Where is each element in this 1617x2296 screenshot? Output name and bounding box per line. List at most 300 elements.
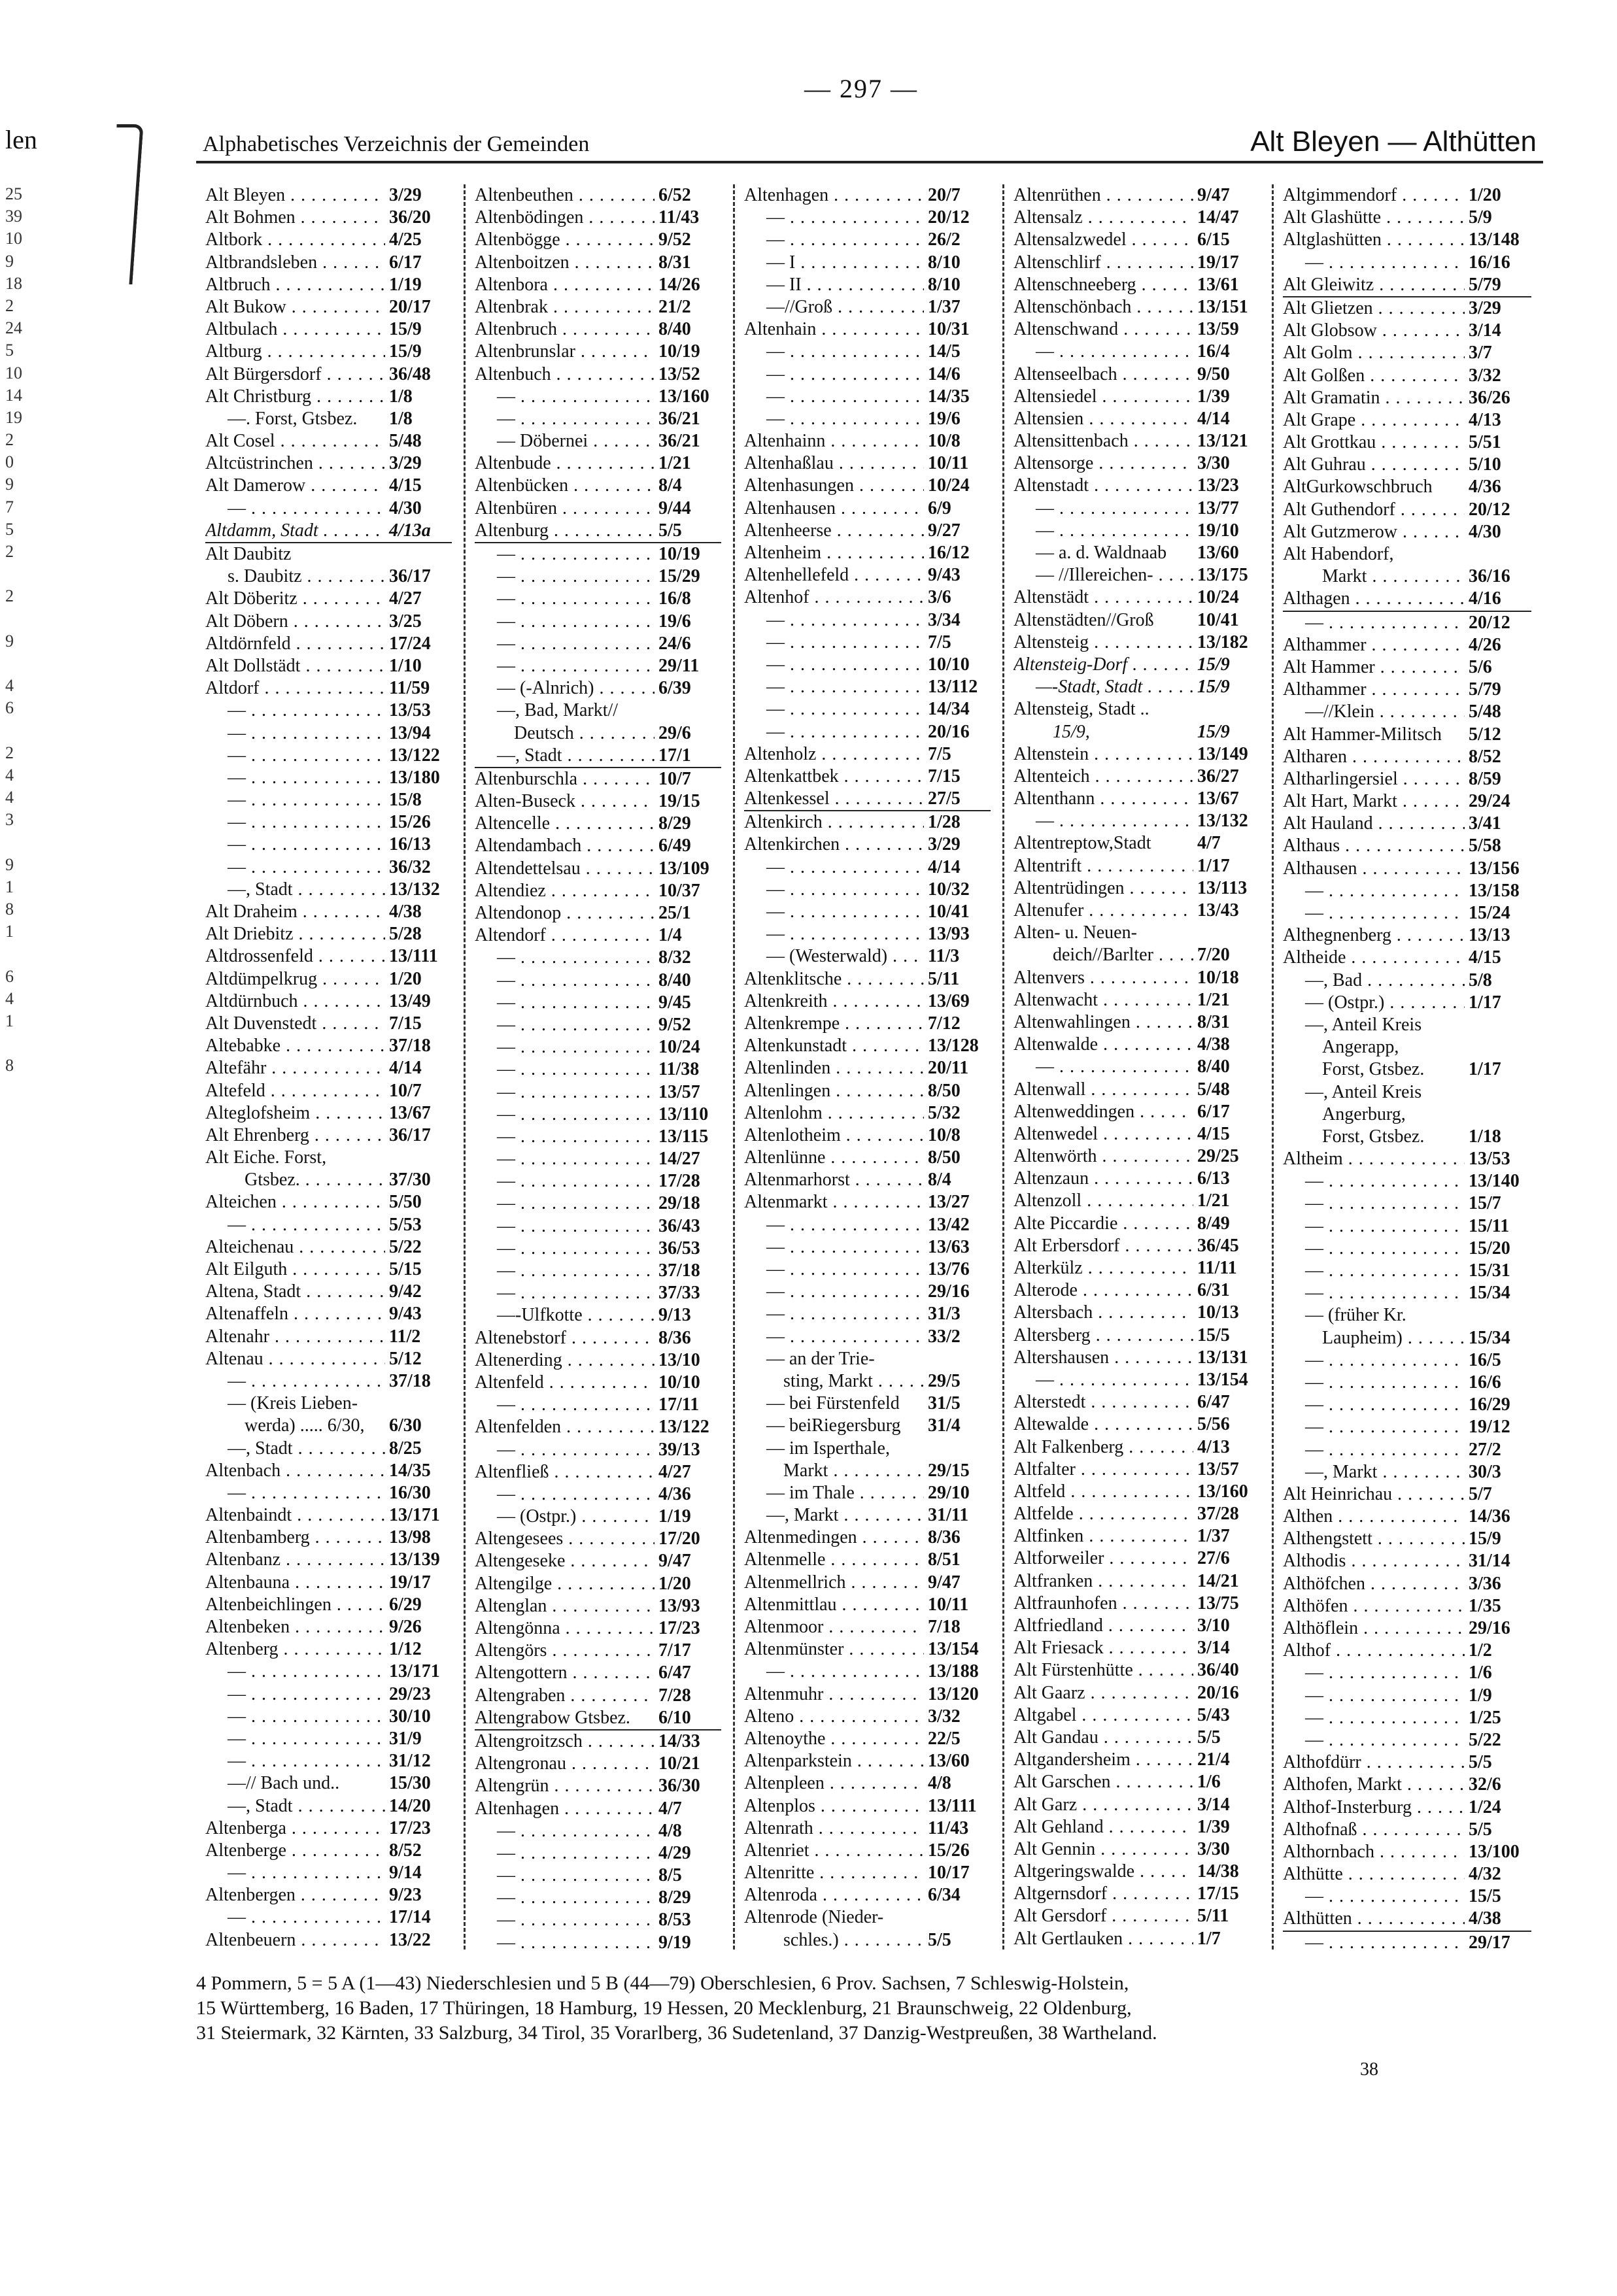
map-reference: 13/131 [1197, 1347, 1248, 1368]
place-name: Altensteig . . . [1013, 632, 1193, 654]
place-name: Altenerding . . . [475, 1349, 655, 1372]
index-entry [1283, 1461, 1531, 1483]
index-entry [1013, 1459, 1260, 1481]
place-name: — . . . [205, 1906, 385, 1929]
map-reference: 10/13 [1197, 1302, 1239, 1323]
map-reference [924, 1438, 991, 1460]
map-reference: 6/31 [1197, 1280, 1230, 1301]
place-name: Altershausen . . . [1013, 1347, 1193, 1369]
place-name: Altenau . . . [205, 1348, 385, 1370]
map-reference: 13/182 [1197, 632, 1248, 652]
map-reference: 6/15 [1197, 229, 1230, 250]
index-entry [1013, 1525, 1260, 1547]
map-reference: 20/12 [1469, 499, 1510, 520]
index-entry [1013, 1413, 1260, 1436]
place-name: Altenstadt . . . [1013, 475, 1193, 497]
map-reference: 1/28 [928, 812, 961, 833]
index-entry [205, 252, 452, 274]
place-name: —//Groß . . . [744, 296, 924, 318]
index-entry [205, 1706, 452, 1728]
map-reference: 3/25 [389, 611, 422, 632]
place-name: — . . . [475, 1439, 655, 1461]
index-entry [205, 1549, 452, 1571]
place-name: Althöflein . . . [1283, 1617, 1465, 1640]
index-entry [475, 1014, 721, 1036]
index-entry [744, 901, 991, 923]
map-reference: 13/154 [928, 1639, 979, 1660]
place-name: Alteno . . . [744, 1706, 924, 1728]
map-reference: 5/22 [1469, 1729, 1501, 1750]
map-reference: 37/30 [389, 1170, 431, 1190]
map-reference: 9/47 [1197, 185, 1230, 205]
index-entry [1013, 609, 1260, 632]
index-entry [475, 655, 721, 677]
index-entry [744, 1214, 991, 1236]
place-name: —-Stadt, Stadt . . . [1013, 676, 1193, 698]
index-entry [1283, 1081, 1531, 1104]
map-reference: 13/188 [928, 1661, 979, 1682]
map-reference: 1/8 [389, 408, 413, 429]
place-name: — . . . [475, 1282, 655, 1304]
map-reference: 6/29 [389, 1594, 422, 1615]
place-name: Altensalz . . . [1013, 207, 1193, 229]
index-entry [475, 1058, 721, 1081]
place-name: Altenhagen . . . [744, 184, 924, 207]
map-reference: 10/37 [658, 880, 700, 901]
place-name: Altbulach . . . [205, 318, 385, 341]
map-reference: 9/52 [658, 1014, 691, 1035]
map-reference: 5/6 [1469, 656, 1492, 677]
map-reference: 1/4 [658, 925, 682, 946]
map-reference: 6/17 [1197, 1101, 1230, 1122]
place-name: — . . . [205, 789, 385, 811]
place-name: Alten-Buseck . . . [475, 790, 655, 813]
index-entry [1283, 387, 1531, 409]
place-name: Alt Gandau . . . [1013, 1727, 1193, 1749]
index-entry [1013, 564, 1260, 586]
place-name: Althammer . . . [1283, 679, 1465, 701]
place-name: — . . . [475, 1036, 655, 1058]
index-entry [744, 1102, 991, 1124]
place-name: Altersberg . . . [1013, 1325, 1193, 1347]
index-entry [205, 901, 452, 923]
map-reference: 36/30 [658, 1776, 700, 1797]
place-name: Altbork . . . [205, 229, 385, 251]
map-reference: 10/32 [928, 879, 970, 900]
map-reference: 11/43 [928, 1817, 969, 1838]
map-reference: 13/22 [389, 1929, 431, 1950]
place-name: Altenparkstein . . . [744, 1750, 924, 1772]
margin-number: 39 [5, 207, 22, 226]
index-entry [1013, 1145, 1260, 1168]
place-name: Altensien . . . [1013, 408, 1193, 430]
index-entry [1013, 1547, 1260, 1570]
place-name: — . . . [744, 901, 924, 923]
map-reference: 8/40 [658, 970, 691, 990]
place-name: Altcüstrinchen . . . [205, 452, 385, 475]
index-column-3 [735, 184, 1004, 1950]
index-entry [205, 386, 452, 408]
place-name: Altenriet . . . [744, 1840, 924, 1862]
place-name: — . . . [475, 1081, 655, 1104]
map-reference: 5/12 [1469, 724, 1501, 745]
map-reference: 36/16 [1469, 566, 1510, 587]
place-name: — . . . [205, 722, 385, 745]
place-name: Altheim . . . [1283, 1148, 1465, 1170]
index-entry [744, 229, 991, 251]
place-name: Altenroda . . . [744, 1884, 924, 1906]
map-reference: 15/34 [1469, 1283, 1510, 1304]
index-entry [744, 1594, 991, 1616]
map-reference: 8/40 [658, 319, 691, 340]
place-name: Althengstett . . . [1283, 1528, 1465, 1550]
index-entry [205, 677, 452, 700]
place-name: — . . . [475, 588, 655, 610]
place-name: Altenmarkt . . . [744, 1191, 924, 1213]
index-entry [744, 452, 991, 475]
footnote-line: 31 Steiermark, 32 Kärnten, 33 Salzburg, 34 Tirol, 35 Vorarlberg, 36 Sudetenland, 37 Danzig-Westpreußen, 38 Wartheland. [196, 2022, 1157, 2044]
place-name: Altefähr . . . [205, 1057, 385, 1079]
place-name: Altenmittlau . . . [744, 1594, 924, 1616]
place-name: — . . . [475, 1865, 655, 1887]
map-reference: 14/38 [1197, 1861, 1239, 1882]
place-name: — . . . [475, 543, 655, 566]
place-name: Altengronau . . . [475, 1753, 655, 1775]
map-reference: 1/7 [1197, 1928, 1221, 1949]
map-reference: 31/3 [928, 1304, 961, 1325]
index-entry [475, 1282, 721, 1304]
map-reference: 19/12 [1469, 1417, 1510, 1438]
place-name: Altenbach . . . [205, 1460, 385, 1482]
map-reference: 1/21 [658, 453, 691, 474]
index-entry [205, 1057, 452, 1079]
place-name: Alt Christburg . . . [205, 386, 385, 408]
index-entry [205, 1169, 452, 1191]
margin-number: 1 [5, 877, 14, 896]
map-reference: 1/19 [658, 1506, 691, 1527]
index-entry [1283, 970, 1531, 992]
map-reference: 13/140 [1469, 1171, 1520, 1192]
place-name: Althütte . . . [1283, 1863, 1465, 1885]
map-reference: 15/26 [928, 1840, 970, 1861]
index-entry [1013, 475, 1260, 497]
index-entry [744, 1191, 991, 1213]
map-reference: 13/111 [389, 946, 438, 967]
index-entry [1283, 521, 1531, 543]
index-entry [475, 1327, 721, 1349]
map-reference: 13/128 [928, 1036, 979, 1056]
index-entry [744, 1661, 991, 1683]
map-reference: 3/32 [1469, 365, 1501, 386]
place-name: — . . . [1283, 1685, 1465, 1707]
index-entry [1013, 1771, 1260, 1793]
place-name: Altenbüren . . . [475, 498, 655, 520]
index-entry [1013, 1325, 1260, 1347]
index-entry [744, 856, 991, 879]
place-name: Altenkrempe . . . [744, 1013, 924, 1035]
place-name: — . . . [475, 1483, 655, 1506]
place-name: — . . . [205, 834, 385, 856]
place-name: Altenseelbach . . . [1013, 363, 1193, 386]
place-name: Alt Fürstenhütte . . . [1013, 1659, 1193, 1681]
map-reference: 10/17 [928, 1863, 970, 1883]
place-name: Altenmelle . . . [744, 1549, 924, 1571]
place-name: 15/9, [1053, 721, 1090, 742]
index-entry [1013, 1593, 1260, 1615]
map-reference: 4/29 [658, 1842, 691, 1863]
map-reference: 31/9 [389, 1728, 422, 1749]
place-name: — im Thale . . . [744, 1482, 924, 1504]
index-entry [205, 1393, 452, 1415]
index-entry [1283, 1819, 1531, 1841]
index-entry [744, 788, 991, 811]
place-name: Altgandersheim . . . [1013, 1749, 1193, 1771]
place-name: — . . . [1283, 1215, 1465, 1238]
index-entry [1013, 1056, 1260, 1078]
index-entry [1283, 1595, 1531, 1617]
index-entry [1283, 924, 1531, 947]
map-reference: 15/34 [1469, 1327, 1510, 1348]
map-reference: 1/12 [389, 1639, 422, 1660]
index-entry [1013, 1168, 1260, 1190]
index-entry [475, 1260, 721, 1282]
place-name: — beiRiegersburg [766, 1415, 901, 1436]
place-name: Alt Heinrichau . . . [1283, 1483, 1465, 1506]
index-entry [1013, 654, 1260, 676]
place-name: Altenboitzen . . . [475, 252, 655, 274]
index-entry [475, 363, 721, 386]
margin-number: 6 [5, 698, 14, 718]
place-name: Alt Gutzmerow . . . [1283, 521, 1465, 543]
index-entry [205, 1527, 452, 1549]
place-name: schles.) . . . [744, 1929, 924, 1951]
index-entry [744, 1035, 991, 1057]
index-entry [475, 1304, 721, 1326]
index-entry [205, 1303, 452, 1325]
index-entry [475, 184, 721, 207]
map-reference: 9/47 [658, 1551, 691, 1572]
map-reference: 5/48 [1469, 701, 1501, 722]
place-name: — . . . [205, 700, 385, 722]
map-reference: 31/12 [389, 1751, 431, 1772]
index-entry [744, 1840, 991, 1862]
index-entry [475, 633, 721, 655]
index-column-1 [196, 184, 466, 1950]
place-name: Altewalde . . . [1013, 1413, 1193, 1436]
map-reference: 15/5 [1469, 1886, 1501, 1907]
place-name: Altdümpelkrug . . . [205, 968, 385, 990]
index-entry [475, 1170, 721, 1192]
place-name: — . . . [475, 1126, 655, 1148]
place-name: Altengrabow Gtsbez. [475, 1707, 630, 1728]
index-entry [744, 1370, 991, 1393]
margin-number [5, 652, 38, 675]
index-entry [205, 1840, 452, 1862]
place-name: —, Stadt . . . [205, 1795, 385, 1817]
place-name: —// Bach und.. [228, 1773, 340, 1794]
map-reference: 3/29 [389, 185, 422, 205]
map-reference: 10/8 [928, 1124, 961, 1145]
place-name: Alt Damerow . . . [205, 475, 385, 497]
index-entry [1283, 274, 1531, 297]
map-reference: 5/10 [1469, 454, 1501, 475]
place-name: — . . . [475, 1215, 655, 1238]
map-reference: 9/45 [658, 992, 691, 1013]
map-reference: 27/5 [928, 788, 961, 809]
place-name: Altgernsdorf . . . [1013, 1883, 1193, 1905]
index-entry [744, 1638, 991, 1661]
map-reference: 15/11 [1469, 1215, 1510, 1236]
map-reference [1465, 1304, 1531, 1326]
index-entry [744, 1616, 991, 1638]
place-name: Althofen, Markt . . . [1283, 1774, 1465, 1796]
place-name: Altenufer . . . [1013, 900, 1193, 922]
map-reference: 31/5 [928, 1393, 961, 1414]
index-entry [744, 520, 991, 542]
place-name: Laupheim) . . . [1283, 1327, 1465, 1349]
margin-number: 1 [5, 1011, 14, 1030]
place-name: Altebabke . . . [205, 1035, 385, 1057]
map-reference: 5/51 [1469, 432, 1501, 453]
map-reference: 10/11 [928, 1594, 969, 1615]
map-reference: 13/10 [658, 1349, 700, 1370]
index-entry [1283, 1729, 1531, 1751]
map-reference: 13/171 [389, 1661, 440, 1682]
place-name: Altengeseke . . . [475, 1550, 655, 1572]
margin-number: 19 [5, 407, 22, 427]
index-entry [744, 968, 991, 990]
place-name: — . . . [475, 408, 655, 430]
map-reference: 29/15 [928, 1460, 970, 1481]
footnote-line: 4 Pommern, 5 = 5 A (1—43) Niederschlesien und 5 B (44—79) Oberschlesien, 6 Prov. Sachsen, 7 Schleswig-Holstein, [196, 1972, 1129, 1994]
place-name: — . . . [1283, 252, 1465, 274]
margin-number: 14 [5, 385, 22, 405]
place-name: Altengönna . . . [475, 1617, 655, 1640]
place-name: Altenpleen . . . [744, 1772, 924, 1795]
margin-number: 4 [5, 988, 14, 1008]
map-reference: 3/41 [1469, 813, 1501, 834]
place-name: — . . . [205, 856, 385, 879]
place-name: — . . . [744, 676, 924, 698]
index-entry [475, 252, 721, 274]
margin-number: 6 [5, 966, 14, 986]
map-reference: 5/15 [389, 1259, 422, 1279]
index-entry [205, 430, 452, 452]
index-entry [1283, 1506, 1531, 1528]
index-entry [475, 1238, 721, 1260]
index-entry [475, 498, 721, 520]
place-name: Althofdürr . . . [1283, 1751, 1465, 1774]
index-entry [1013, 1257, 1260, 1279]
place-name: Altenbauna . . . [205, 1572, 385, 1594]
map-reference: 37/18 [389, 1370, 431, 1391]
place-name: Altenmarhorst . . . [744, 1169, 924, 1191]
map-reference: 6/52 [658, 185, 691, 205]
map-reference: 8/53 [658, 1910, 691, 1931]
map-reference: 8/10 [928, 252, 961, 273]
map-reference: 7/5 [928, 743, 951, 764]
index-entry [744, 1884, 991, 1906]
map-reference: 13/52 [658, 363, 700, 384]
index-entry [1013, 766, 1260, 788]
index-entry [1013, 676, 1260, 698]
map-reference: 4/25 [389, 229, 422, 250]
index-entry [205, 296, 452, 318]
index-entry [744, 1236, 991, 1258]
index-entry [475, 813, 721, 835]
place-name: Althagen . . . [1283, 588, 1465, 610]
map-reference: 5/48 [389, 431, 422, 452]
map-reference: 29/25 [1197, 1146, 1239, 1167]
place-name: Althof . . . [1283, 1640, 1465, 1662]
index-entry [475, 566, 721, 588]
index-entry [475, 318, 721, 341]
place-name: — . . . [205, 1661, 385, 1683]
index-entry [205, 408, 452, 430]
margin-number: 2 [5, 743, 14, 762]
place-name: — . . . [475, 1932, 655, 1954]
place-name: Alt Gertlauken . . . [1013, 1928, 1193, 1950]
index-entry [744, 834, 991, 856]
map-reference: 5/5 [928, 1929, 951, 1950]
place-name: Altenbora . . . [475, 274, 655, 296]
index-entry [1283, 1932, 1531, 1954]
index-entry [1283, 1685, 1531, 1707]
index-entry [1283, 566, 1531, 588]
map-reference: 20/16 [928, 721, 970, 742]
place-name: — . . . [475, 1909, 655, 1931]
index-entry [205, 1370, 452, 1393]
place-name: Forst, Gtsbez. [1322, 1059, 1425, 1080]
map-reference: 8/36 [658, 1327, 691, 1348]
map-reference: 7/17 [658, 1640, 691, 1661]
place-name: Altglashütten . . . [1283, 229, 1465, 251]
place-name: Altenvers . . . [1013, 967, 1193, 989]
place-name: — . . . [1283, 612, 1465, 634]
place-name: — . . . [1283, 1729, 1465, 1751]
index-entry [475, 880, 721, 902]
index-entry [205, 566, 452, 588]
map-reference: 10/24 [1197, 587, 1239, 608]
map-reference: 15/26 [389, 812, 431, 833]
index-entry [1283, 1617, 1531, 1640]
place-name: — . . . [744, 879, 924, 901]
index-entry [1283, 880, 1531, 902]
map-reference: 10/18 [1197, 967, 1239, 988]
map-reference: 15/8 [389, 790, 422, 811]
map-reference: 8/5 [658, 1865, 682, 1886]
place-name: Altenplos . . . [744, 1795, 924, 1817]
map-reference: 8/25 [389, 1438, 422, 1459]
place-name: —//Klein . . . [1283, 701, 1465, 723]
margin-number: 25 [5, 184, 22, 203]
map-reference: 3/30 [1197, 453, 1230, 474]
map-reference: 36/17 [389, 1124, 431, 1145]
map-reference: 10/10 [658, 1372, 700, 1393]
place-name: Altdörnfeld . . . [205, 633, 385, 655]
place-name: — . . . [744, 1258, 924, 1281]
index-entry [205, 655, 452, 677]
index-entry [1283, 679, 1531, 701]
place-name: Alt Gleiwitz . . . [1283, 274, 1465, 296]
index-entry [1013, 1883, 1260, 1905]
index-entry [205, 1415, 452, 1437]
map-reference: 1/2 [1469, 1640, 1492, 1661]
map-reference: 4/7 [658, 1798, 682, 1819]
map-reference: 31/14 [1469, 1551, 1510, 1572]
place-name: Altenzaun . . . [1013, 1168, 1193, 1190]
map-reference: 15/29 [658, 566, 700, 587]
